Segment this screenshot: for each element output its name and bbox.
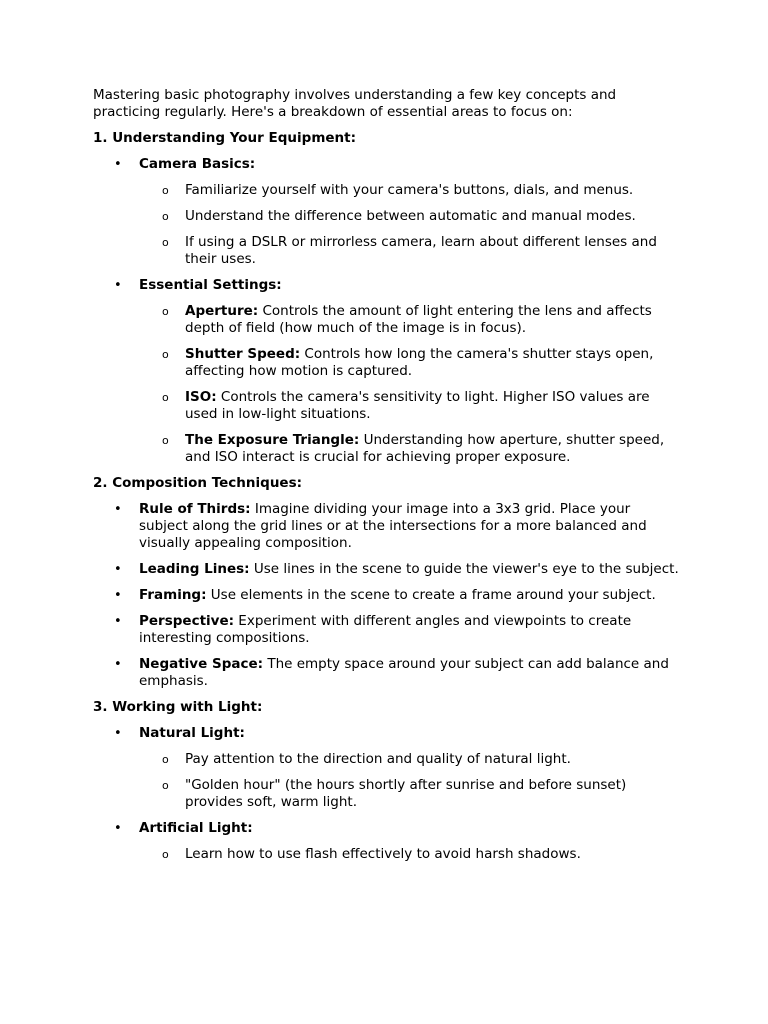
sub-list <box>139 303 683 466</box>
item-label: Camera Basics: <box>139 156 256 172</box>
list-item <box>93 587 683 604</box>
sub-list-item <box>139 751 683 768</box>
sub-list-item <box>139 389 683 423</box>
sub-list-item <box>139 432 683 466</box>
bullet-icon: • <box>114 614 122 629</box>
sub-item-text: Pay attention to the direction and quality of natural light. <box>185 751 571 767</box>
sub-list-item <box>139 846 683 863</box>
circle-bullet-icon: o <box>162 305 169 318</box>
bullet-icon: • <box>114 157 122 172</box>
circle-bullet-icon: o <box>162 210 169 223</box>
section-list <box>93 725 683 863</box>
circle-bullet-icon: o <box>162 848 169 861</box>
item-label: Leading Lines: <box>139 561 250 577</box>
sub-item-text: Understanding how aperture, shutter speed, and ISO interact is crucial for achieving proper exposure. <box>185 432 665 465</box>
sub-list <box>139 182 683 268</box>
circle-bullet-icon: o <box>162 753 169 766</box>
list-item <box>93 820 683 863</box>
sub-list-item <box>139 346 683 380</box>
sub-list-item <box>139 182 683 199</box>
sub-item-text: Learn how to use flash effectively to avoid harsh shadows. <box>185 846 581 862</box>
item-text: Imagine dividing your image into a 3x3 grid. Place your subject along the grid lines or at the intersections for a more balanced and visually appealing composition. <box>139 501 647 551</box>
bullet-icon: • <box>114 657 122 672</box>
item-text: The empty space around your subject can add balance and emphasis. <box>139 656 669 689</box>
item-label: Negative Space: <box>139 656 264 672</box>
sub-item-text: "Golden hour" (the hours shortly after sunrise and before sunset) provides soft, warm light. <box>185 777 627 810</box>
section-heading: 1. Understanding Your Equipment: <box>93 130 356 146</box>
item-text: Use elements in the scene to create a frame around your subject. <box>206 587 656 603</box>
sub-item-label: Shutter Speed: <box>185 346 301 362</box>
bullet-icon: • <box>114 278 122 293</box>
item-label: Artificial Light: <box>139 820 253 836</box>
circle-bullet-icon: o <box>162 348 169 361</box>
section-heading: 2. Composition Techniques: <box>93 475 303 491</box>
bullet-icon: • <box>114 821 122 836</box>
sub-list <box>139 846 683 863</box>
item-label: Framing: <box>139 587 207 603</box>
section-heading: 3. Working with Light: <box>93 699 263 715</box>
list-item <box>93 156 683 268</box>
sub-item-label: The Exposure Triangle: <box>185 432 360 448</box>
item-text: Use lines in the scene to guide the viewer's eye to the subject. <box>249 561 679 577</box>
sub-list-item <box>139 234 683 268</box>
sub-item-label: Aperture: <box>185 303 259 319</box>
circle-bullet-icon: o <box>162 391 169 404</box>
list-item <box>93 656 683 690</box>
item-label: Perspective: <box>139 613 235 629</box>
sub-item-text: Understand the difference between automatic and manual modes. <box>185 208 636 224</box>
circle-bullet-icon: o <box>162 779 169 792</box>
item-label: Essential Settings: <box>139 277 282 293</box>
item-label: Rule of Thirds: <box>139 501 251 517</box>
item-text: Experiment with different angles and viewpoints to create interesting compositions. <box>139 613 632 646</box>
bullet-icon: • <box>114 588 122 603</box>
sub-item-text: If using a DSLR or mirrorless camera, learn about different lenses and their uses. <box>185 234 657 267</box>
sub-item-text: Controls the camera's sensitivity to light. Higher ISO values are used in low-light situations. <box>185 389 650 422</box>
sub-list <box>139 751 683 811</box>
bullet-icon: • <box>114 502 122 517</box>
sub-list-item <box>139 208 683 225</box>
sub-list-item <box>139 777 683 811</box>
list-item <box>93 277 683 466</box>
bullet-icon: • <box>114 562 122 577</box>
section-list <box>93 156 683 466</box>
document-page <box>93 87 683 872</box>
circle-bullet-icon: o <box>162 184 169 197</box>
circle-bullet-icon: o <box>162 434 169 447</box>
item-label: Natural Light: <box>139 725 245 741</box>
list-item <box>93 501 683 552</box>
sub-item-text: Controls how long the camera's shutter stays open, affecting how motion is captured. <box>185 346 654 379</box>
list-item <box>93 613 683 647</box>
sub-item-label: ISO: <box>185 389 217 405</box>
sub-item-text: Familiarize yourself with your camera's buttons, dials, and menus. <box>185 182 634 198</box>
sub-list-item <box>139 303 683 337</box>
list-item <box>93 725 683 811</box>
bullet-icon: • <box>114 726 122 741</box>
section-list <box>93 501 683 690</box>
list-item <box>93 561 683 578</box>
circle-bullet-icon: o <box>162 236 169 249</box>
sub-item-text: Controls the amount of light entering the lens and affects depth of field (how much of the image is in focus). <box>185 303 652 336</box>
intro-paragraph: Mastering basic photography involves understanding a few key concepts and practicing regularly. Here's a breakdown of essential areas to focus on: <box>93 87 617 120</box>
document-sections <box>93 130 683 863</box>
